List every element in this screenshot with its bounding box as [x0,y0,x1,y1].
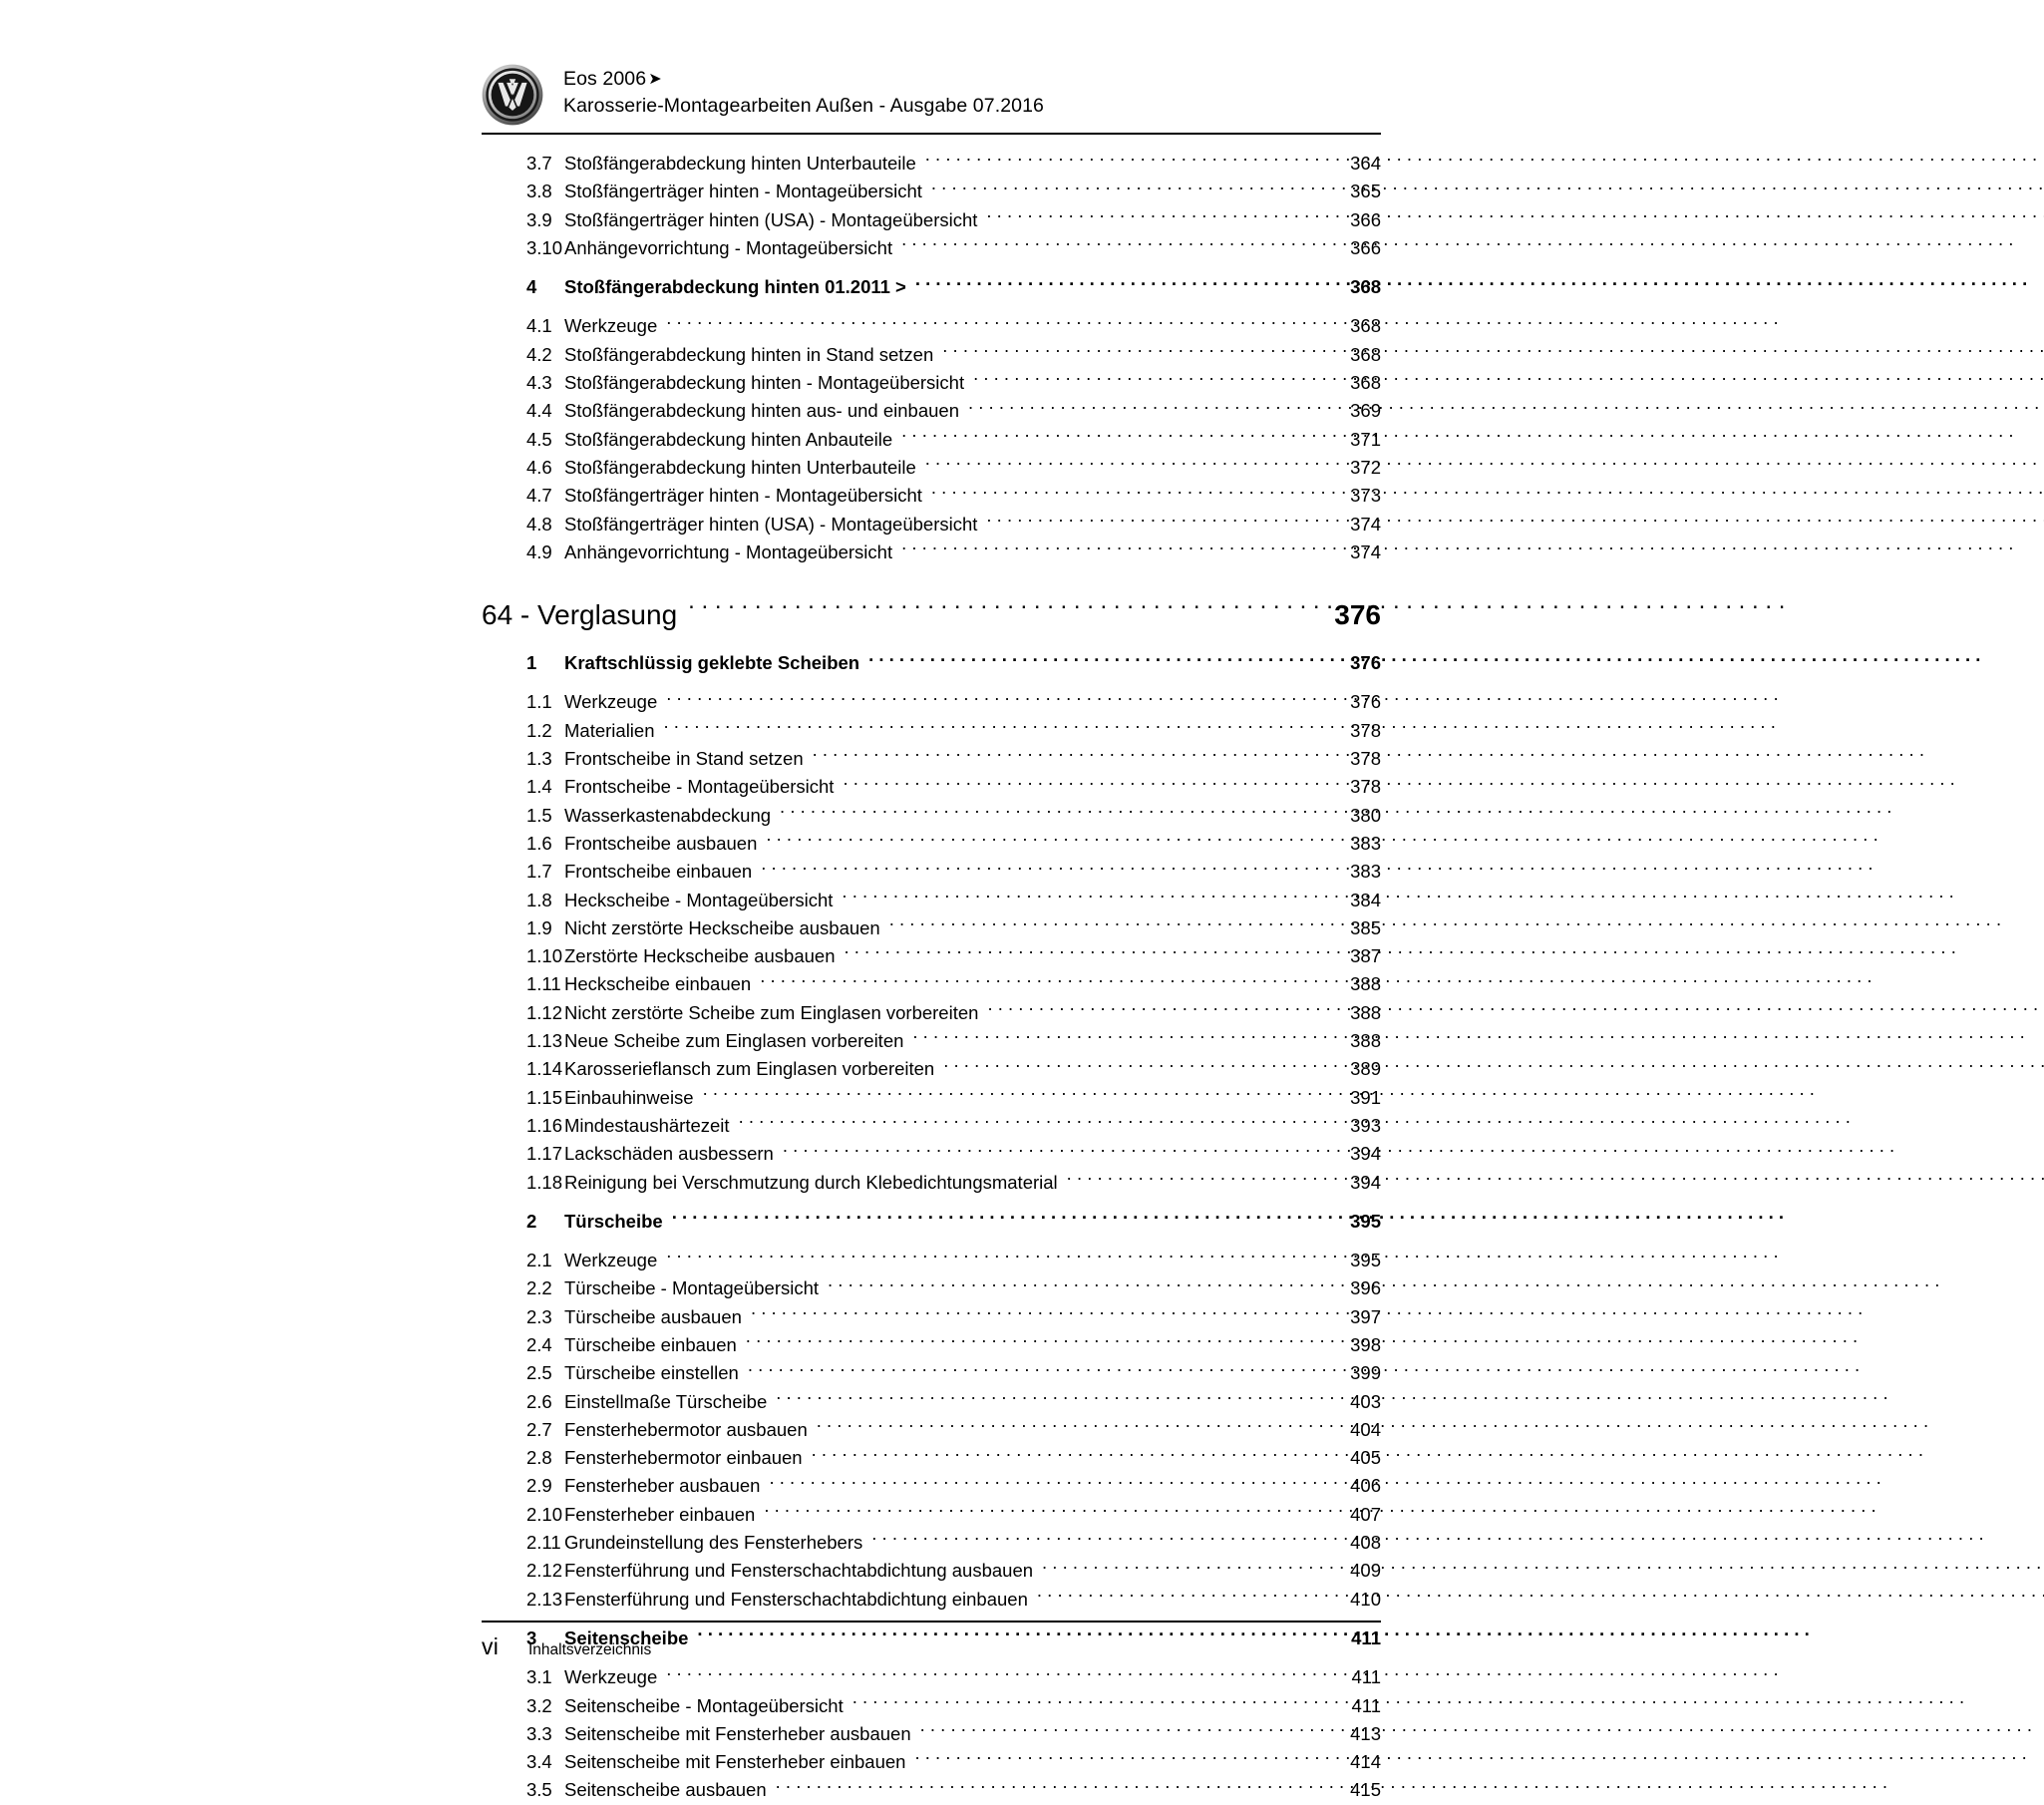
toc-entry-title: Stoßfängerabdeckung hinten Unterbauteile [564,153,916,174]
toc-dot-leader [871,1531,1319,1550]
toc-entry-title: Lackschäden ausbessern [564,1143,774,1165]
toc-entry-page: 414 [1350,1751,1381,1773]
toc-entry-number: 3.4 [526,1751,552,1773]
toc-entry-page: 411 [1351,1694,1381,1716]
toc-dot-leader [666,1249,1319,1267]
toc-entry-number: 1.5 [526,804,552,826]
toc-entry-page: 388 [1350,1030,1381,1052]
toc-entry-page: 372 [1350,456,1381,478]
table-of-contents [482,150,1381,1805]
toc-entry-number: 4.4 [526,400,552,422]
toc-entry-title: 64 - Verglasung [482,599,678,631]
toc-entry-title: Heckscheibe einbauen [564,973,752,995]
toc-entry-title: Reinigung bei Verschmutzung durch Klebedichtungsmaterial [564,1171,1058,1193]
header-divider [482,133,1381,135]
toc-entry-title: Neue Scheibe zum Einglasen vorbereiten [564,1030,904,1052]
toc-dot-leader [688,596,1291,624]
toc-entry-page: 366 [1350,208,1381,230]
toc-dot-leader [664,718,1320,737]
toc-entry-title: Werkzeuge [564,1250,658,1271]
toc-entry-number: 1.13 [526,1030,563,1052]
toc-entry-title: Werkzeuge [564,315,658,337]
toc-entry-number: 4.7 [526,485,552,507]
toc-entry-number: 2.6 [526,1390,552,1412]
toc-entry-page: 405 [1350,1447,1381,1469]
toc-entry-title: Wasserkastenabdeckung [564,804,772,826]
toc-dot-leader [813,747,1319,766]
toc-entry-number: 3.8 [526,180,552,202]
toc-entry-number: 2.5 [526,1362,552,1384]
toc-entry-number: 2.8 [526,1447,552,1469]
toc-dot-leader [748,1361,1319,1380]
toc-entry-title: Grundeinstellung des Fensterhebers [564,1532,863,1554]
toc-dot-leader [843,775,1319,794]
toc-entry-page: 409 [1350,1560,1381,1582]
toc-entry-title: Seitenscheibe ausbauen [564,1779,767,1801]
toc-entry-row[interactable] [482,1586,1381,1614]
toc-entry-number: 3.3 [526,1722,552,1744]
toc-entry-number: 2.2 [526,1277,552,1299]
toc-entry-number: 1.4 [526,776,552,798]
toc-entry-number: 3.7 [526,153,552,174]
toc-entry-number: 4.6 [526,456,552,478]
toc-entry-number: 2.11 [526,1532,561,1554]
toc-entry-page: 413 [1350,1722,1381,1744]
toc-entry-title: Zerstörte Heckscheibe ausbauen [564,945,836,967]
toc-entry-title: Seitenscheibe [564,1626,689,1648]
toc-entry-title: Fensterführung und Fensterschachtabdichtung einbauen [564,1588,1028,1610]
toc-entry-number: 1.7 [526,861,552,883]
toc-entry-number: 1.14 [526,1058,563,1080]
toc-entry-page: 404 [1350,1418,1381,1440]
toc-entry-page: 399 [1350,1362,1381,1384]
toc-dot-leader [901,540,1319,558]
toc-entry-number: 1.17 [526,1143,563,1165]
toc-entry-page: 411 [1351,1666,1381,1688]
toc-entry-page: 415 [1350,1779,1381,1801]
toc-dot-leader [739,1113,1319,1132]
toc-dot-leader [666,1665,1319,1684]
toc-dot-leader [915,275,1319,294]
toc-entry-number: 1.3 [526,748,552,770]
toc-dot-leader [973,371,1319,390]
toc-entry-page: 376 [1334,599,1381,631]
toc-dot-leader [986,512,1319,531]
toc-entry-page: 366 [1350,236,1381,258]
toc-entry-title: Anhängevorrichtung - Montageübersicht [564,541,893,562]
toc-entry-page: 396 [1350,1277,1381,1299]
toc-dot-leader [764,1502,1319,1521]
toc-entry-title: Frontscheibe ausbauen [564,832,758,854]
toc-entry-title: Heckscheibe - Montageübersicht [564,889,834,910]
toc-entry-page: 411 [1351,1626,1381,1648]
toc-entry-number: 1.1 [526,691,552,713]
toc-entry-page: 398 [1350,1333,1381,1355]
toc-section-row[interactable] [482,649,1381,677]
toc-entry-title: Karosserieflansch zum Einglasen vorbereiten [564,1058,935,1080]
header-subtitle: Karosserie-Montagearbeiten Außen - Ausgabe 07.2016 [563,95,1044,117]
toc-dot-leader [925,152,1319,171]
toc-entry-title: Stoßfängerabdeckung hinten aus- und einbauen [564,400,959,422]
toc-section-row[interactable] [482,1208,1381,1236]
toc-entry-row[interactable] [482,1776,1381,1804]
toc-entry-number: 1 [526,652,537,674]
toc-entry-title: Fensterführung und Fensterschachtabdichtung ausbauen [564,1560,1034,1582]
toc-entry-title: Türscheibe einbauen [564,1333,737,1355]
toc-entry-page: 368 [1350,372,1381,394]
toc-dot-leader [844,944,1319,963]
footer-divider [482,1621,1381,1623]
toc-entry-page: 376 [1350,691,1381,713]
toc-dot-leader [852,1693,1319,1712]
toc-entry-page: 368 [1350,315,1381,337]
toc-dot-leader [868,651,1319,670]
toc-dot-leader [769,1474,1319,1493]
toc-entry-number: 4.2 [526,343,552,365]
toc-entry-title: Einbauhinweise [564,1086,694,1108]
toc-entry-number: 3.1 [526,1666,552,1688]
toc-dot-leader [1042,1559,1319,1578]
toc-entry-number: 1.16 [526,1114,563,1136]
toc-entry-title: Mindestaushärtezeit [564,1114,730,1136]
right-arrow-icon: ➤ [648,71,662,88]
toc-entry-page: 389 [1350,1058,1381,1080]
toc-dot-leader [925,455,1319,474]
toc-dot-leader [920,1721,1319,1740]
toc-entry-title: Kraftschlüssig geklebte Scheiben [564,652,860,674]
toc-entry-number: 1.6 [526,832,552,854]
toc-entry-number: 1.12 [526,1001,563,1023]
toc-entry-title: Frontscheibe in Stand setzen [564,748,804,770]
toc-entry-page: 406 [1350,1475,1381,1497]
toc-entry-page: 384 [1350,889,1381,910]
toc-dot-leader [931,484,1319,503]
document-page [404,0,1640,1801]
toc-entry-page: 374 [1350,513,1381,535]
toc-entry-page: 387 [1350,945,1381,967]
toc-entry-title: Anhängevorrichtung - Montageübersicht [564,236,893,258]
page-footer [482,1633,1381,1660]
toc-entry-row[interactable] [482,1169,1381,1197]
toc-entry-number: 2.4 [526,1333,552,1355]
toc-entry-title: Stoßfängerträger hinten (USA) - Montageübersicht [564,208,978,230]
toc-dot-leader [776,1389,1319,1408]
toc-entry-number: 3.9 [526,208,552,230]
toc-entry-number: 1.18 [526,1171,563,1193]
toc-entry-number: 4.3 [526,372,552,394]
toc-entry-title: Fensterhebermotor einbauen [564,1447,803,1469]
toc-entry-page: 368 [1350,343,1381,365]
toc-entry-title: Seitenscheibe mit Fensterheber einbauen [564,1751,906,1773]
toc-entry-title: Fensterheber einbauen [564,1503,756,1525]
toc-entry-number: 2.13 [526,1588,563,1610]
toc-entry-title: Stoßfängerabdeckung hinten 01.2011 > [564,276,906,298]
toc-dot-leader [912,1029,1319,1048]
toc-entry-title: Werkzeuge [564,1666,658,1688]
toc-entry-number: 2.1 [526,1250,552,1271]
toc-entry-title: Nicht zerstörte Heckscheibe ausbauen [564,916,880,938]
toc-entry-number: 3 [526,1626,537,1648]
toc-dot-leader [1037,1587,1319,1606]
toc-dot-leader [751,1304,1319,1323]
toc-dot-leader [666,690,1319,709]
toc-entry-number: 2.3 [526,1305,552,1327]
toc-entry-title: Stoßfängerträger hinten - Montageübersicht [564,180,922,202]
toc-entry-page: 397 [1350,1305,1381,1327]
toc-dot-leader [780,803,1319,822]
toc-entry-page: 374 [1350,541,1381,562]
toc-dot-leader [889,915,1319,934]
toc-entry-page: 403 [1350,1390,1381,1412]
toc-entry-row[interactable] [482,234,1381,262]
toc-entry-number: 4.1 [526,315,552,337]
toc-entry-page: 395 [1350,1250,1381,1271]
vw-logo-icon [482,64,543,126]
toc-entry-title: Stoßfängerträger hinten - Montageübersicht [564,485,922,507]
toc-dot-leader [828,1276,1319,1295]
toc-entry-title: Werkzeuge [564,691,658,713]
toc-entry-number: 3.5 [526,1779,552,1801]
toc-entry-number: 4 [526,276,537,298]
toc-entry-page: 407 [1350,1503,1381,1525]
toc-entry-number: 1.15 [526,1086,563,1108]
toc-entry-title: Stoßfängerträger hinten (USA) - Montageübersicht [564,513,978,535]
toc-entry-title: Fensterheber ausbauen [564,1475,761,1497]
toc-dot-leader [914,1750,1319,1769]
toc-entry-number: 1.10 [526,945,563,967]
toc-entry-number: 2 [526,1210,537,1232]
toc-entry-page: 365 [1350,180,1381,202]
toc-entry-title: Stoßfängerabdeckung hinten - Montageübersicht [564,372,965,394]
toc-entry-number: 2.12 [526,1560,563,1582]
toc-entry-number: 1.2 [526,719,552,741]
toc-entry-page: 383 [1350,861,1381,883]
toc-entry-title: Materialien [564,719,655,741]
toc-dot-leader [987,1000,1319,1019]
toc-entry-page: 373 [1350,485,1381,507]
toc-dot-leader [931,180,1319,198]
toc-entry-number: 2.10 [526,1503,563,1525]
toc-entry-title: Türscheibe ausbauen [564,1305,742,1327]
toc-entry-title: Stoßfängerabdeckung hinten Unterbauteile [564,456,916,478]
toc-entry-number: 4.5 [526,428,552,450]
toc-entry-row[interactable] [482,539,1381,566]
toc-dot-leader [760,972,1319,991]
toc-entry-title: Stoßfängerabdeckung hinten Anbauteile [564,428,893,450]
header-title-block [563,66,1381,119]
toc-entry-page: 378 [1350,776,1381,798]
toc-entry-page: 371 [1350,428,1381,450]
toc-entry-number: 2.7 [526,1418,552,1440]
header-model-text: Eos 2006 [563,68,647,90]
toc-dot-leader [842,888,1319,906]
toc-dot-leader [943,1057,1319,1076]
toc-entry-page: 393 [1350,1114,1381,1136]
toc-entry-number: 3.2 [526,1694,552,1716]
toc-dot-leader [666,314,1319,333]
toc-dot-leader [901,427,1319,446]
toc-entry-page: 380 [1350,804,1381,826]
toc-entry-page: 394 [1350,1143,1381,1165]
toc-entry-page: 378 [1350,748,1381,770]
header-model-line [563,66,1381,93]
toc-entry-page: 394 [1350,1171,1381,1193]
toc-entry-number: 4.9 [526,541,552,562]
toc-entry-page: 410 [1350,1588,1381,1610]
toc-entry-number: 1.9 [526,916,552,938]
toc-dot-leader [901,235,1319,254]
toc-entry-title: Seitenscheibe - Montageübersicht [564,1694,844,1716]
toc-entry-page: 369 [1350,400,1381,422]
toc-entry-title: Frontscheibe einbauen [564,861,753,883]
toc-entry-title: Türscheibe einstellen [564,1362,739,1384]
toc-entry-page: 385 [1350,916,1381,938]
toc-section-row[interactable] [482,273,1381,301]
toc-entry-number: 3.10 [526,236,563,258]
toc-entry-page: 364 [1350,153,1381,174]
toc-entry-title: Fensterhebermotor ausbauen [564,1418,808,1440]
toc-entry-number: 1.8 [526,889,552,910]
toc-entry-title: Türscheibe [564,1210,663,1232]
toc-entry-number: 2.9 [526,1475,552,1497]
toc-dot-leader [703,1085,1319,1104]
toc-entry-page: 391 [1350,1086,1381,1108]
toc-chapter-row[interactable] [482,592,1381,638]
toc-entry-number: 4.8 [526,513,552,535]
toc-entry-title: Stoßfängerabdeckung hinten in Stand setzen [564,343,934,365]
toc-entry-title: Seitenscheibe mit Fensterheber ausbauen [564,1722,911,1744]
toc-dot-leader [776,1778,1319,1797]
toc-entry-page: 395 [1350,1210,1381,1232]
toc-entry-title: Frontscheibe - Montageübersicht [564,776,835,798]
toc-entry-title: Einstellmaße Türscheibe [564,1390,768,1412]
toc-entry-page: 376 [1350,652,1381,674]
toc-dot-leader [817,1417,1319,1436]
toc-entry-page: 388 [1350,1001,1381,1023]
toc-dot-leader [968,399,1319,418]
toc-dot-leader [1067,1170,1319,1189]
toc-dot-leader [761,860,1319,879]
toc-entry-page: 408 [1350,1532,1381,1554]
toc-dot-leader [942,342,1319,361]
toc-dot-leader [766,831,1319,850]
toc-entry-title: Türscheibe - Montageübersicht [564,1277,820,1299]
footer-section-label: Inhaltsverzeichnis [528,1641,652,1658]
toc-entry-page: 388 [1350,973,1381,995]
page-header [482,62,1381,134]
footer-page-number: vi [482,1633,500,1659]
toc-dot-leader [672,1209,1319,1228]
toc-dot-leader [746,1332,1319,1351]
toc-dot-leader [812,1446,1319,1465]
toc-entry-number: 1.11 [526,973,561,995]
toc-dot-leader [783,1142,1319,1161]
toc-entry-title: Nicht zerstörte Scheibe zum Einglasen vorbereiten [564,1001,979,1023]
toc-dot-leader [986,207,1319,226]
toc-entry-page: 368 [1350,276,1381,298]
toc-entry-page: 383 [1350,832,1381,854]
toc-entry-page: 378 [1350,719,1381,741]
